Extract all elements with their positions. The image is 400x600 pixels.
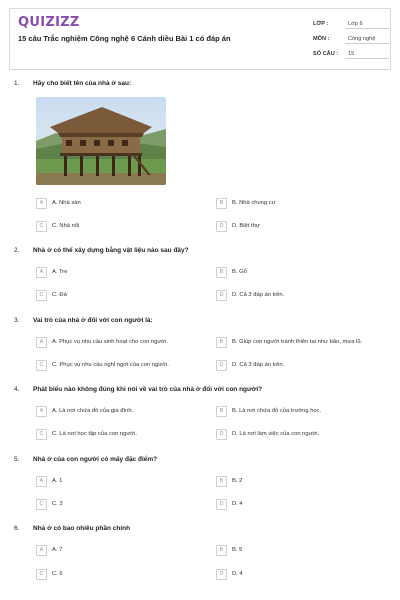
option-text: D. Biệt thự	[232, 223, 260, 229]
option-letter-box: D	[216, 221, 227, 232]
question-number: 3.	[14, 317, 20, 324]
option-letter-box: A	[36, 476, 47, 487]
option-b[interactable]	[216, 266, 247, 278]
meta-row-grade	[313, 16, 389, 31]
option-d[interactable]	[216, 428, 319, 440]
question-number: 4.	[14, 386, 20, 393]
option-letter-box: A	[36, 406, 47, 417]
option-text: A. 7	[52, 547, 63, 553]
option-d[interactable]	[216, 498, 243, 510]
option-text: C. 6	[52, 571, 63, 577]
option-text: D. 4	[232, 571, 243, 577]
option-letter-box: B	[216, 337, 227, 348]
option-text: B. Nhà chung cư	[232, 200, 276, 206]
option-text: A. Là nơi chứa đồ của gia đình.	[52, 408, 134, 414]
option-text: A. 1	[52, 478, 63, 484]
question-text: Nhà ở có bao nhiêu phần chính	[33, 525, 131, 532]
option-text: A. Phục vụ nhu cầu sinh hoạt cho con người.	[52, 339, 168, 345]
option-text: A. Tre	[52, 269, 68, 275]
quizizz-logo: QUIZIZZ	[18, 15, 80, 30]
worksheet-title: 15 câu Trắc nghiệm Công nghệ 6 Cánh diều Bài 1 có đáp án	[18, 34, 231, 43]
option-text: B. 2	[232, 478, 243, 484]
option-letter-box: A	[36, 337, 47, 348]
option-a[interactable]	[36, 197, 81, 209]
question-number: 5.	[14, 456, 20, 463]
question-text: Vai trò của nhà ở đối với con người là:	[33, 317, 153, 324]
option-c[interactable]	[36, 428, 137, 440]
option-c[interactable]	[36, 568, 63, 580]
option-letter-box: B	[216, 545, 227, 556]
option-letter-box: B	[216, 406, 227, 417]
option-text: C. Đá	[52, 292, 67, 298]
meta-key: LỚP :	[313, 20, 329, 27]
option-letter-box: C	[36, 499, 47, 510]
question-text: Phát biểu nào không đúng khi nói về vai trò của nhà ở đối với con người?	[33, 386, 263, 393]
option-text: A. Nhà sàn	[52, 200, 81, 206]
option-c[interactable]	[36, 220, 79, 232]
option-d[interactable]	[216, 220, 260, 232]
option-text: C. 3	[52, 501, 63, 507]
option-letter-box: D	[216, 499, 227, 510]
option-b[interactable]	[216, 405, 321, 417]
meta-value: Công nghệ	[345, 34, 389, 44]
option-text: D. Cả 3 đáp án trên.	[232, 292, 285, 298]
meta-row-subject	[313, 31, 389, 46]
option-letter-box: A	[36, 198, 47, 209]
option-text: C. Phục vụ nhu cầu nghỉ ngơi của con người.	[52, 362, 169, 368]
option-letter-box: C	[36, 429, 47, 440]
option-letter-box: C	[36, 221, 47, 232]
option-letter-box: B	[216, 267, 227, 278]
option-letter-box: A	[36, 545, 47, 556]
option-b[interactable]	[216, 544, 242, 556]
option-letter-box: D	[216, 290, 227, 301]
option-letter-box: D	[216, 569, 227, 580]
question-text: Nhà ở có thể xây dựng bằng vật liệu nào sau đây?	[33, 247, 189, 254]
question-number: 6.	[14, 525, 20, 532]
option-text: D. Cả 3 đáp án trên.	[232, 362, 285, 368]
option-b[interactable]	[216, 475, 242, 487]
option-letter-box: B	[216, 198, 227, 209]
question-text: Hãy cho biết tên của nhà ở sau:	[33, 80, 132, 87]
option-b[interactable]	[216, 197, 276, 209]
option-d[interactable]	[216, 289, 284, 301]
option-letter-box: C	[36, 569, 47, 580]
option-letter-box: B	[216, 476, 227, 487]
option-c[interactable]	[36, 359, 169, 371]
meta-value: 15	[345, 49, 389, 59]
option-text: D. Là nơi làm việc của con người.	[232, 431, 320, 437]
option-letter-box: D	[216, 429, 227, 440]
option-letter-box: D	[216, 360, 227, 371]
option-c[interactable]	[36, 498, 63, 510]
meta-key: MÔN :	[313, 35, 330, 42]
worksheet-header	[9, 8, 391, 70]
question-number: 1.	[14, 80, 20, 87]
option-a[interactable]	[36, 405, 133, 417]
meta-value: Lớp 6	[345, 19, 389, 29]
option-a[interactable]	[36, 475, 62, 487]
option-text: B. 5	[232, 547, 243, 553]
meta-row-count	[313, 46, 389, 61]
question-number: 2.	[14, 247, 20, 254]
option-a[interactable]	[36, 336, 168, 348]
option-text: C. Là nơi học tập của con người.	[52, 431, 137, 437]
option-text: B. Là nơi chứa đồ của trường học.	[232, 408, 322, 414]
option-text: B. Giúp con người tránh thiên tai như bão, mưa lũ.	[232, 339, 363, 345]
option-letter-box: C	[36, 360, 47, 371]
option-d[interactable]	[216, 359, 284, 371]
option-text: B. Gỗ	[232, 269, 247, 275]
option-c[interactable]	[36, 289, 67, 301]
option-b[interactable]	[216, 336, 362, 348]
option-d[interactable]	[216, 568, 243, 580]
stilt-house-image	[36, 97, 166, 185]
meta-key: SỐ CÂU :	[313, 50, 339, 57]
option-letter-box: C	[36, 290, 47, 301]
option-a[interactable]	[36, 266, 67, 278]
option-text: D. 4	[232, 501, 243, 507]
option-text: C. Nhà nổi	[52, 223, 80, 229]
option-letter-box: A	[36, 267, 47, 278]
option-a[interactable]	[36, 544, 62, 556]
worksheet-meta	[313, 16, 389, 61]
question-text: Nhà ở của con người có mấy đặc điểm?	[33, 456, 158, 463]
